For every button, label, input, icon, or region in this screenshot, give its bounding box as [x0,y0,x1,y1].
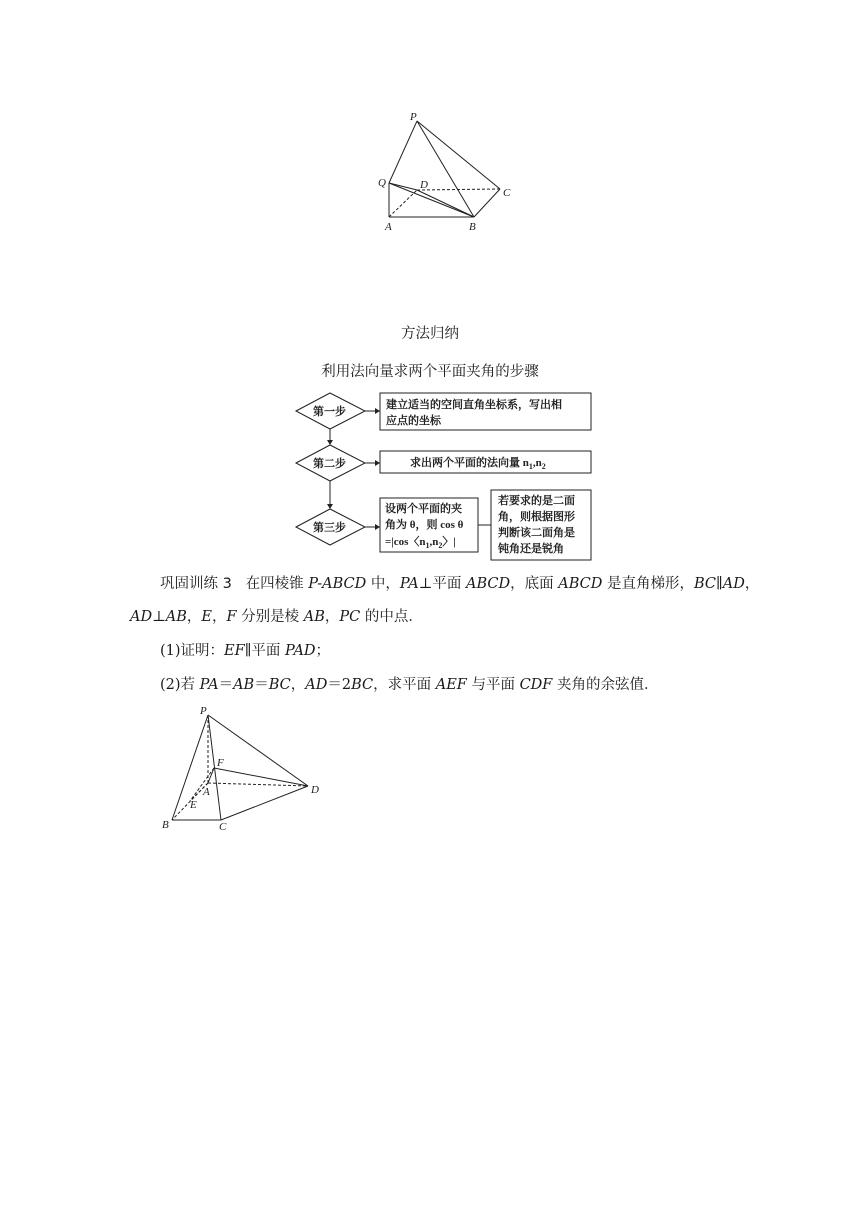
edge-bc [474,189,500,217]
exercise-question-2: (2)若 PA＝AB＝BC，AD＝2BC，求平面 AEF 与平面 CDF 夹角的余弦值． [160,677,659,693]
label-d: D [311,784,319,796]
edge-pq [389,121,417,183]
step1-label: 第一步 [313,406,346,418]
label-p: P [410,111,417,123]
step3-label: 第三步 [313,522,346,534]
label-d: D [420,179,428,191]
edge-fa [208,768,214,783]
method-subheading: 利用法向量求两个平面夹角的步骤 [321,364,539,380]
edge-qb [389,183,474,217]
label-c: C [219,821,227,833]
edge-pd [208,715,308,786]
method-heading: 方法归纳 [401,326,459,342]
edge-dc-hidden [417,189,500,190]
box4-line1: 若要求的是二面 [498,495,575,507]
label-f: F [217,757,224,769]
exercise-line1: 巩固训练 3 在四棱锥 P-ABCD 中，PA⊥平面 ABCD，底面 ABCD 是直角梯形，BC∥AD， [160,576,760,592]
label-q: Q [378,177,386,189]
figure-pyramid-pqabcd [370,105,520,235]
step2-label: 第二步 [313,458,346,470]
edge-fe-hidden [190,768,214,801]
label-b: B [469,221,476,233]
exercise-question-1: (1)证明：EF∥平面 PAD； [160,643,331,659]
box4-line2: 角，则根据图形 [498,511,575,523]
label-p: P [200,705,207,717]
edge-ad-hidden [389,190,417,217]
flowchart [285,385,595,565]
edge-pc [417,121,500,189]
box3-line3: =|cos〈$n_1,n_2$〉| [385,536,456,550]
label-a: A [203,786,210,798]
box3-line2: 角为 θ，则 cos θ [385,519,464,531]
box3-line1: 设两个平面的夹 [385,503,462,515]
box2-text: 求出两个平面的法向量 $n_1,n_2$ [410,457,546,471]
label-c: C [503,187,511,199]
edge-pb [417,121,474,217]
edge-cd [221,786,308,820]
box4-line4: 钝角还是锐角 [498,543,564,555]
label-b: B [162,819,169,831]
box1-line2: 应点的坐标 [386,415,441,427]
figure-pyramid-pabcd [155,700,330,835]
box1-line1: 建立适当的空间直角坐标系，写出相 [386,399,562,411]
exercise-line2: AD⊥AB，E，F 分别是棱 AB，PC 的中点． [130,609,423,625]
label-e: E [190,799,197,811]
label-a: A [385,221,392,233]
box4-line3: 判断该二面角是 [498,527,575,539]
exercise-label: 巩固训练 3 [160,576,232,592]
